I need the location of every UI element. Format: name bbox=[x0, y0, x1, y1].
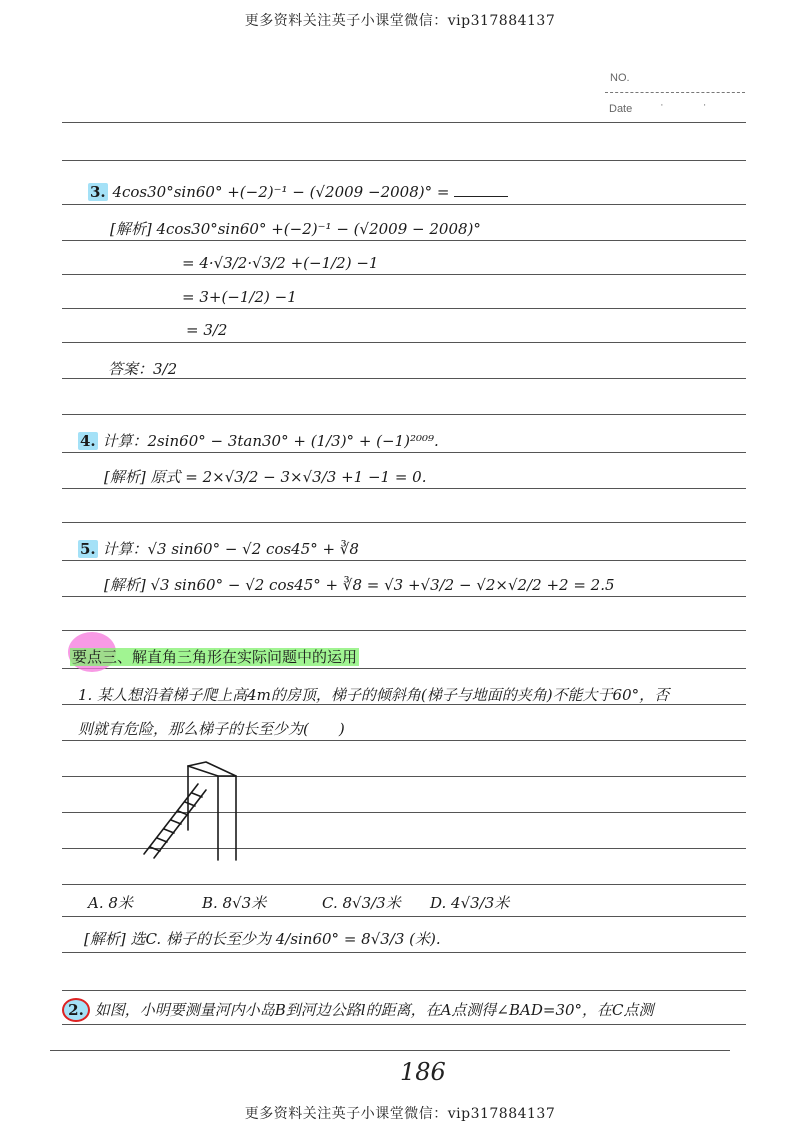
problem-3-number: 3. bbox=[90, 183, 106, 201]
problem-3-step-1: = 4·√3/2·√3/2 +(−1/2) −1 bbox=[182, 254, 379, 272]
problem-4-text: 计算：2sin60° − 3tan30° + (1/3)° + (−1)²⁰⁰⁹. bbox=[102, 432, 439, 450]
problem-3-analysis: [解析] 4cos30°sin60° +(−2)⁻¹ − (√2009 − 2008)° bbox=[110, 220, 481, 238]
option-b: B. 8√3米 bbox=[202, 894, 267, 912]
ladder-building-figure bbox=[140, 760, 250, 870]
problem-5-question bbox=[78, 538, 359, 559]
problem-3-step-3: = 3/2 bbox=[186, 321, 228, 339]
option-d: D. 4√3/3米 bbox=[430, 894, 510, 912]
header-date-dots: · · bbox=[660, 99, 725, 111]
page-number: 186 bbox=[400, 1058, 446, 1086]
section-heading: 要点三、解直角三角形在实际问题中的运用 bbox=[72, 648, 358, 666]
watermark-bottom: 更多资料关注英子小课堂微信：vip317884137 bbox=[244, 1106, 556, 1122]
question-1-line-2: 则就有危险，那么梯子的长至少为( ) bbox=[78, 720, 345, 738]
option-c: C. 8√3/3米 bbox=[322, 894, 401, 912]
problem-5-analysis: [解析] √3 sin60° − √2 cos45° + ∛8 = √3 +√3/2 − √2×√2/2 +2 = 2.5 bbox=[104, 576, 615, 594]
answer-blank bbox=[454, 196, 508, 197]
header-no-label: NO. bbox=[610, 72, 630, 84]
problem-4-question bbox=[78, 430, 439, 451]
problem-3-step-2: = 3+(−1/2) −1 bbox=[182, 288, 297, 306]
problem-5-text: 计算：√3 sin60° − √2 cos45° + ∛8 bbox=[102, 540, 359, 558]
problem-3-answer: 答案：3/2 bbox=[108, 360, 178, 378]
problem-5-number: 5. bbox=[80, 540, 96, 558]
question-1-analysis: [解析] 选C. 梯子的长至少为 4/sin60° = 8√3/3 (米). bbox=[84, 930, 441, 948]
question-1-line-1: 1. 某人想沿着梯子爬上高4m的房顶，梯子的倾斜角(梯子与地面的夹角)不能大于60°，否 bbox=[78, 686, 670, 704]
problem-3-question bbox=[88, 183, 508, 201]
question-2 bbox=[62, 998, 654, 1022]
option-a: A. 8米 bbox=[88, 894, 133, 912]
problem-4-number: 4. bbox=[80, 432, 96, 450]
header-date-label: Date bbox=[609, 103, 633, 115]
question-2-number: 2. bbox=[62, 998, 90, 1022]
watermark-top: 更多资料关注英子小课堂微信：vip317884137 bbox=[244, 13, 556, 29]
question-2-text: 如图，小明要测量河内小岛B到河边公路l的距离，在A点测得∠BAD=30°，在C点测 bbox=[94, 1001, 654, 1019]
problem-3-text: 4cos30°sin60° +(−2)⁻¹ − (√2009 −2008)° = bbox=[112, 183, 450, 201]
header-divider bbox=[605, 92, 745, 93]
problem-4-analysis: [解析] 原式 = 2×√3/2 − 3×√3/3 +1 −1 = 0. bbox=[104, 468, 427, 486]
